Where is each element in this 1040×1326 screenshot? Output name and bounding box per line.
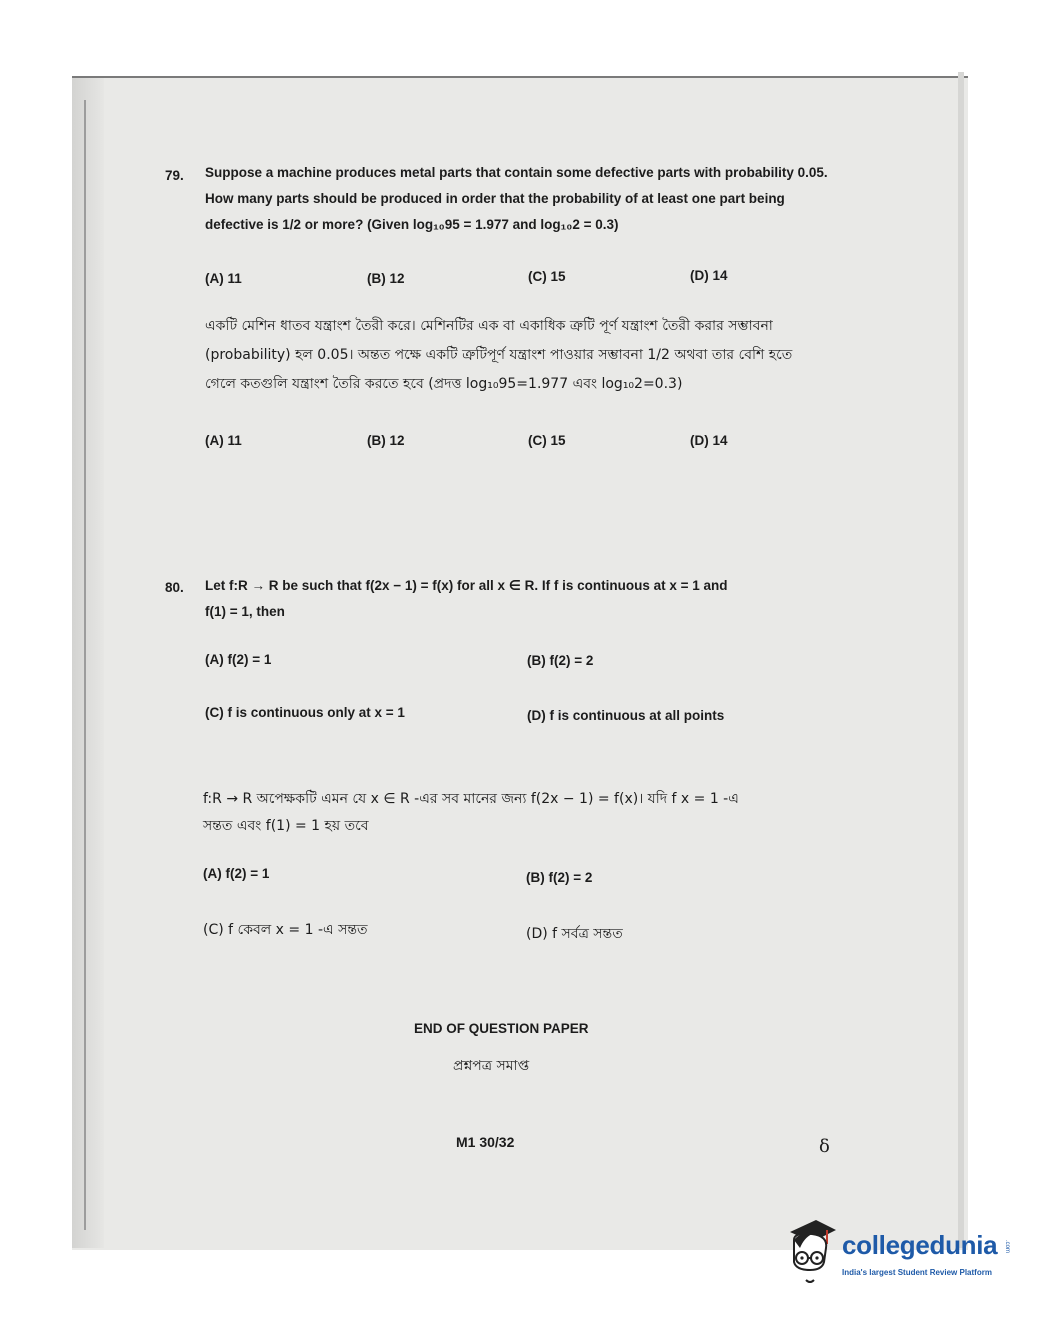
page-margin-line [84, 100, 86, 1230]
q80-option-d-en: (D) f is continuous at all points [527, 708, 725, 723]
question-79-line-1: Suppose a machine produces metal parts that contain some defective parts with probability 0.05. [205, 165, 828, 180]
watermark-tagline: India's largest Student Review Platform [842, 1268, 992, 1277]
question-79-line-2: How many parts should be produced in order that the probability of at least one part being [205, 191, 785, 206]
question-79-line-3: defective is 1/2 or more? (Given log₁₀95 = 1.977 and log₁₀2 = 0.3) [205, 217, 619, 232]
q79-option-b-bn: (B) 12 [367, 433, 405, 448]
question-80-line-1: Let f:R → R be such that f(2x − 1) = f(x) for all x ∈ R. If f is continuous at x = 1 and [205, 578, 728, 593]
q79-option-d-bn: (D) 14 [690, 433, 728, 448]
q80-option-b-bn: (B) f(2) = 2 [526, 870, 593, 885]
q79-option-c-bn: (C) 15 [528, 433, 566, 448]
q79-option-d-en: (D) 14 [690, 268, 728, 283]
graduate-mascot-icon [782, 1218, 840, 1288]
question-79-text-en [205, 160, 855, 238]
page-mark: δ [819, 1136, 830, 1157]
page-code: M1 30/32 [456, 1134, 515, 1150]
question-80-text-en [205, 573, 855, 625]
question-79-bn-line-2: (probability) হল 0.05। অন্তত পক্ষে একটি ত্রুটিপূর্ণ যন্ত্রাংশ পাওয়ার সম্ভাবনা 1/2 অথবা তার বেশি হতে [205, 347, 793, 363]
watermark-suffix: .com [1004, 1240, 1010, 1254]
q80-option-d-bn: (D) f সর্বত্র সন্তত [526, 926, 623, 942]
question-79-number: 79. [165, 168, 184, 183]
q79-option-c-en: (C) 15 [528, 269, 566, 284]
page-right-edge [958, 72, 964, 1248]
q80-option-a-en: (A) f(2) = 1 [205, 652, 272, 667]
watermark-brand: collegedunia [842, 1230, 998, 1260]
q80-option-c-en: (C) f is continuous only at x = 1 [205, 705, 405, 720]
question-79-text-bn [205, 312, 855, 399]
q80-option-b-en: (B) f(2) = 2 [527, 653, 594, 668]
q79-option-b-en: (B) 12 [367, 271, 405, 286]
question-80-text-bn [203, 786, 853, 840]
question-80-bn-line-1: f:R → R অপেক্ষকটি এমন যে x ∈ R -এর সব মানের জন্য f(2x − 1) = f(x)। যদি f x = 1 -এ [203, 791, 739, 807]
collegedunia-watermark [782, 1218, 1022, 1288]
question-80-number: 80. [165, 580, 184, 595]
q79-option-a-bn: (A) 11 [205, 433, 242, 448]
q80-option-a-bn: (A) f(2) = 1 [203, 866, 270, 881]
page-edge-shadow [72, 78, 104, 1248]
end-of-paper-bn: প্রশ্নপত্র সমাপ্ত [453, 1058, 530, 1074]
question-79-bn-line-1: একটি মেশিন ধাতব যন্ত্রাংশ তৈরী করে। মেশিনটির এক বা একাধিক ত্রুটি পূর্ণ যন্ত্রাংশ তৈরী করার সম্ভাবনা [205, 318, 773, 334]
end-of-paper-en: END OF QUESTION PAPER [414, 1021, 589, 1036]
question-79-bn-line-3: গেলে কতগুলি যন্ত্রাংশ তৈরি করতে হবে (প্রদত্ত log₁₀95=1.977 এবং log₁₀2=0.3) [205, 376, 683, 392]
question-80-line-2: f(1) = 1, then [205, 604, 285, 619]
question-80-bn-line-2: সন্তত এবং f(1) = 1 হয় তবে [203, 818, 369, 834]
q79-option-a-en: (A) 11 [205, 271, 242, 286]
q80-option-c-bn: (C) f কেবল x = 1 -এ সন্তত [203, 922, 368, 938]
